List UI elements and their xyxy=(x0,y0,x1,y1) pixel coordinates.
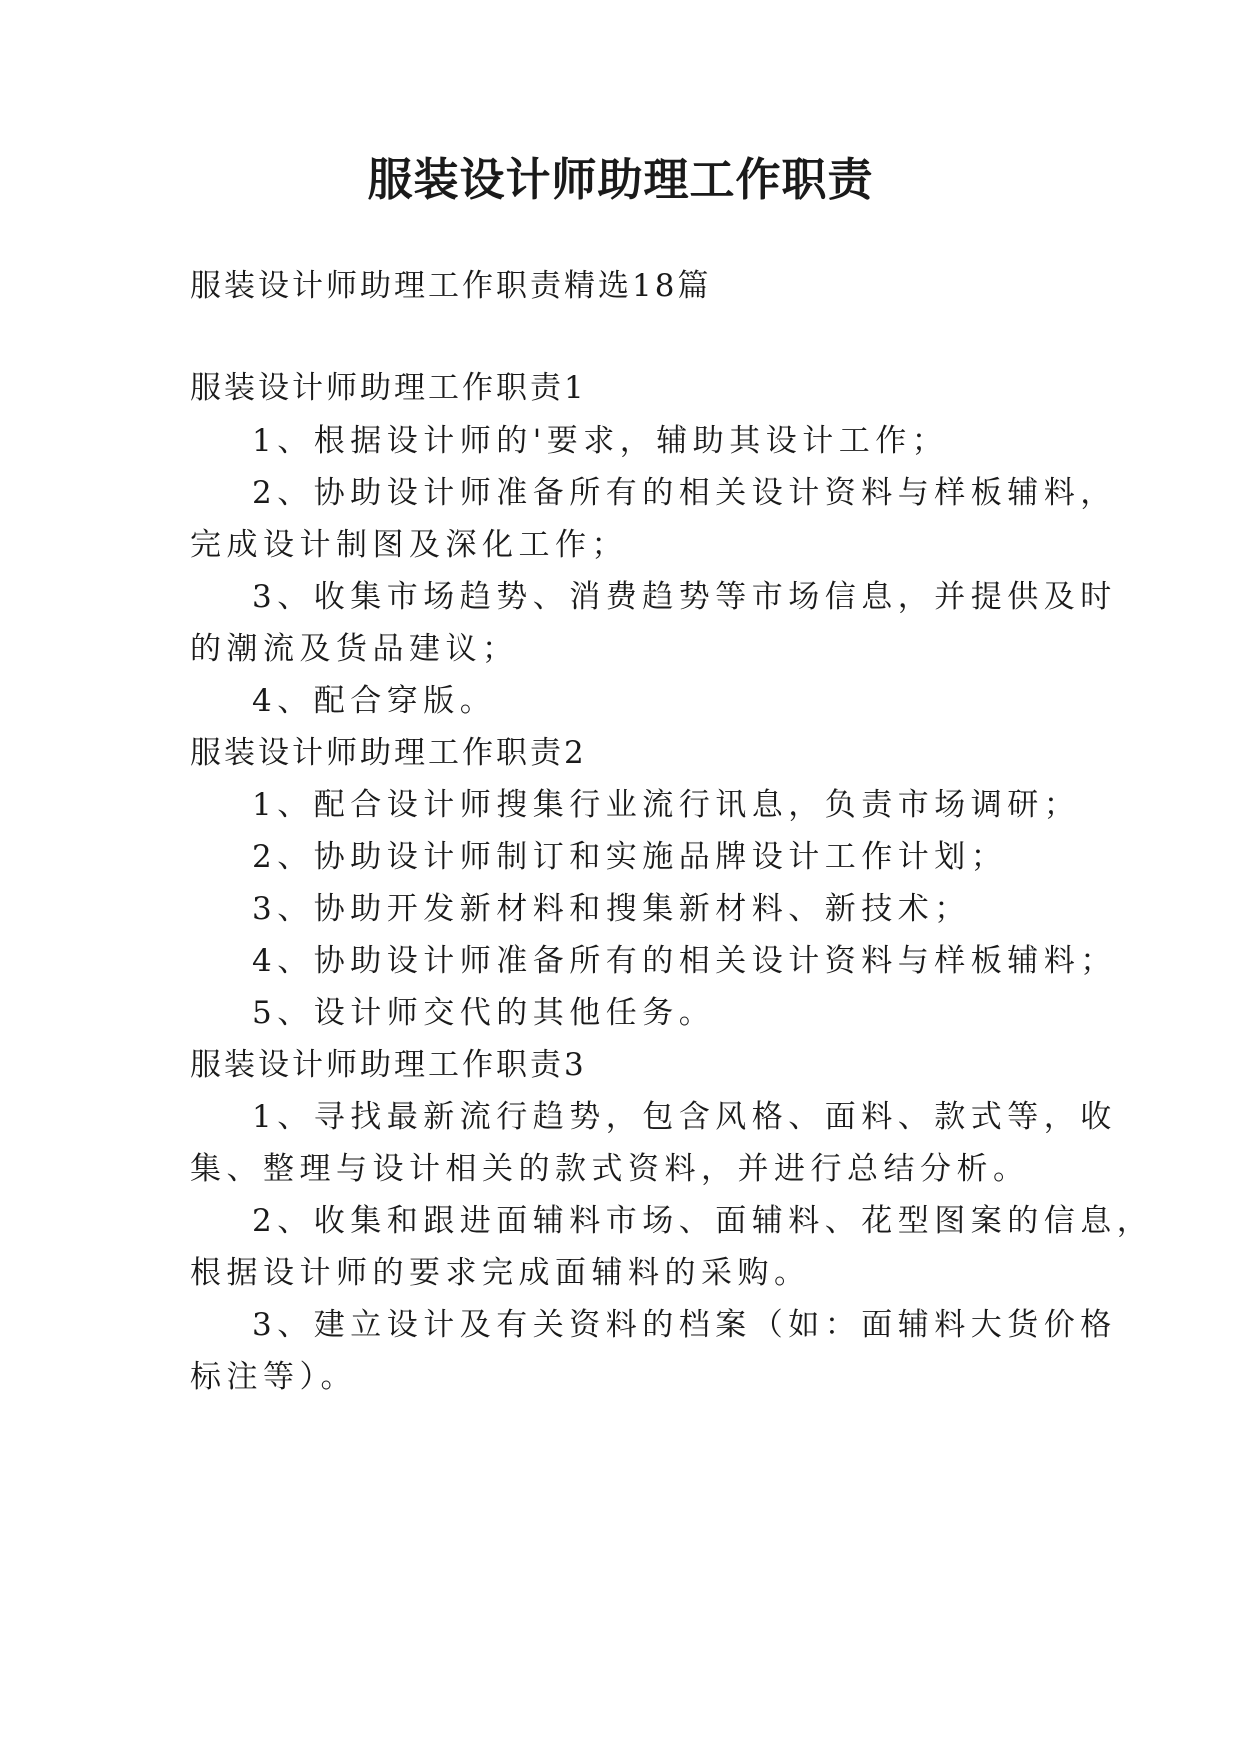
paragraph-line: 2、收集和跟进面辅料市场、面辅料、花型图案的信息， xyxy=(252,1203,1154,1239)
paragraph-line: 5、设计师交代的其他任务。 xyxy=(252,995,716,1031)
paragraph-line: 3、收集市场趋势、消费趋势等市场信息，并提供及时 xyxy=(252,579,1117,615)
paragraph-line: 2、协助设计师准备所有的相关设计资料与样板辅料， xyxy=(252,475,1117,511)
paragraph-line: 1、配合设计师搜集行业流行讯息，负责市场调研； xyxy=(252,787,1081,823)
paragraph-line: 3、协助开发新材料和搜集新材料、新技术； xyxy=(252,891,971,927)
paragraph-line: 完成设计制图及深化工作； xyxy=(190,527,628,563)
paragraph-line: 的潮流及货品建议； xyxy=(190,631,519,667)
document-title: 服装设计师助理工作职责 xyxy=(367,153,874,206)
paragraph-line: 根据设计师的要求完成面辅料的采购。 xyxy=(190,1255,811,1291)
section-heading: 服装设计师助理工作职责2 xyxy=(190,735,587,771)
paragraph-line: 2、协助设计师制订和实施品牌设计工作计划； xyxy=(252,839,1008,875)
paragraph-line: 4、配合穿版。 xyxy=(252,683,497,719)
section-heading: 服装设计师助理工作职责3 xyxy=(190,1047,587,1083)
paragraph-line: 标注等）。 xyxy=(190,1359,357,1395)
paragraph-line: 4、协助设计师准备所有的相关设计资料与样板辅料； xyxy=(252,943,1117,979)
paragraph-line: 3、建立设计及有关资料的档案（如：面辅料大货价格 xyxy=(252,1307,1117,1343)
section-heading: 服装设计师助理工作职责1 xyxy=(190,370,587,406)
paragraph-line: 1、根据设计师的'要求，辅助其设计工作； xyxy=(252,423,949,459)
paragraph-line: 集、整理与设计相关的款式资料，并进行总结分析。 xyxy=(190,1151,1030,1187)
paragraph-line: 1、寻找最新流行趋势，包含风格、面料、款式等，收 xyxy=(252,1099,1117,1135)
document-subtitle: 服装设计师助理工作职责精选18篇 xyxy=(190,268,712,304)
